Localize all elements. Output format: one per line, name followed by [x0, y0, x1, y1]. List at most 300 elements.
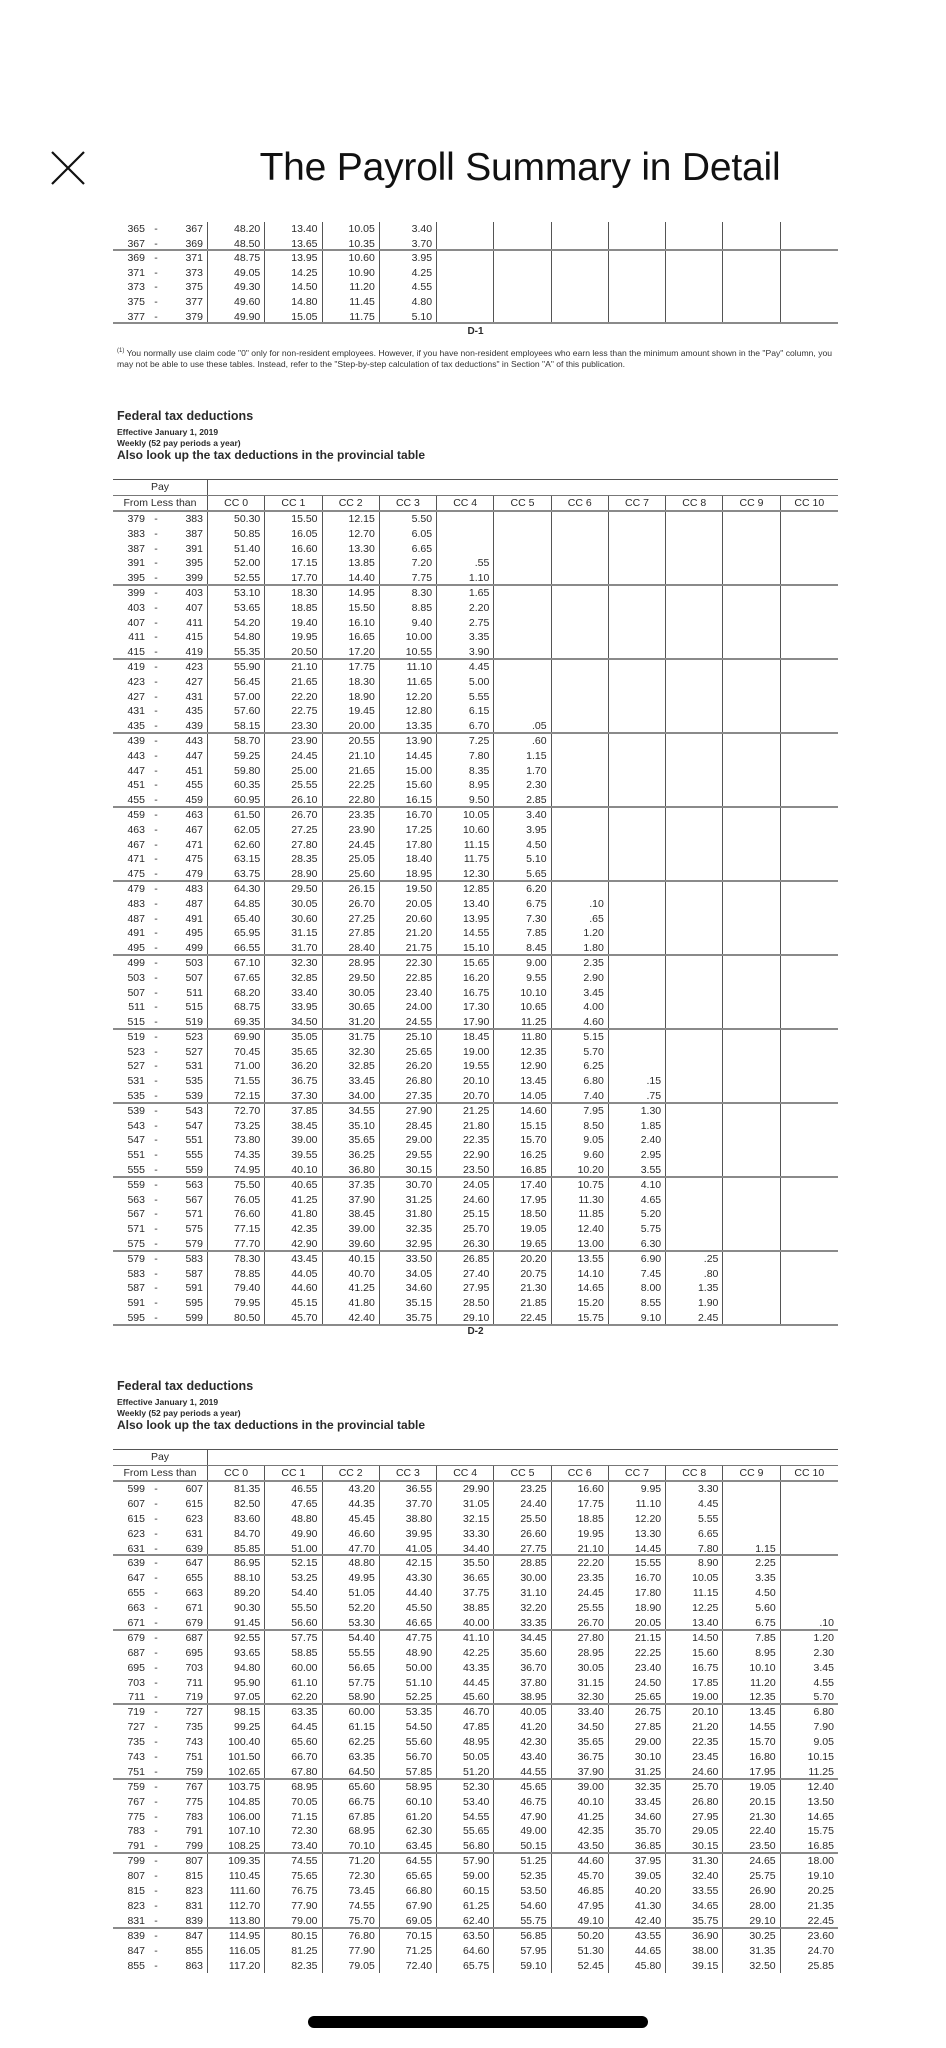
tax-cell-cc0: 49.90: [208, 310, 265, 323]
tax-cell-cc4: [437, 542, 494, 557]
tax-cell-cc3: 6.05: [380, 527, 437, 542]
pay-from: 483: [127, 897, 145, 910]
tax-cell-cc4: 26.85: [437, 1252, 494, 1267]
pay-range: [113, 1059, 208, 1074]
tax-cell-cc1: 33.40: [265, 986, 322, 1001]
pay-range: [113, 1854, 208, 1869]
table-row: [113, 1780, 838, 1795]
tax-cell-cc0: 78.85: [208, 1267, 265, 1282]
tax-cell-cc10: [781, 912, 838, 927]
range-separator: -: [154, 266, 158, 279]
table-row: [113, 1869, 838, 1884]
pay-range: [113, 1178, 208, 1193]
pay-range: [113, 1676, 208, 1691]
pay-from: 427: [127, 690, 145, 703]
table-row: [113, 1045, 838, 1060]
tax-cell-cc1: 32.30: [265, 956, 322, 971]
tax-cell-cc3: 62.30: [380, 1824, 437, 1839]
tax-cell-cc5: 26.60: [494, 1527, 551, 1542]
tax-cell-cc8: [666, 675, 723, 690]
tax-cell-cc1: 79.00: [265, 1914, 322, 1927]
tax-cell-cc2: 21.10: [323, 749, 380, 764]
pay-less-than: 591: [185, 1282, 203, 1295]
table-row: [113, 1104, 838, 1119]
tax-cell-cc9: [723, 310, 780, 323]
provincial-note: Also look up the tax deductions in the provincial table: [117, 448, 426, 462]
pay-less-than: 595: [185, 1297, 203, 1310]
range-separator: -: [154, 1090, 158, 1103]
tax-cell-cc2: 75.70: [323, 1914, 380, 1927]
tax-cell-cc10: [781, 1133, 838, 1148]
tax-cell-cc10: [781, 1497, 838, 1512]
table-row: [113, 1616, 838, 1631]
tax-cell-cc0: 77.15: [208, 1222, 265, 1237]
tax-cell-cc7: [609, 734, 666, 749]
tax-cell-cc10: [781, 1571, 838, 1586]
tax-cell-cc5: [494, 571, 551, 584]
tax-cell-cc0: 107.10: [208, 1824, 265, 1839]
tax-cell-cc3: 33.50: [380, 1252, 437, 1267]
tax-cell-cc8: [666, 1030, 723, 1045]
tax-cell-cc2: 14.40: [323, 571, 380, 584]
tax-cell-cc7: [609, 660, 666, 675]
tax-cell-cc4: 33.30: [437, 1527, 494, 1542]
pay-less-than: 791: [185, 1825, 203, 1838]
tax-cell-cc9: [723, 266, 780, 281]
tax-cell-cc0: 79.95: [208, 1296, 265, 1311]
tax-cell-cc7: [609, 882, 666, 897]
tax-cell-cc4: 48.95: [437, 1735, 494, 1750]
pay-less-than: 511: [186, 986, 203, 999]
header-row-pay: [113, 1450, 838, 1466]
tax-cell-cc3: 24.00: [380, 1000, 437, 1015]
table-row: [113, 251, 838, 266]
tax-cell-cc6: 46.85: [552, 1884, 609, 1899]
tax-cell-cc6: 30.05: [552, 1661, 609, 1676]
tax-cell-cc2: 77.90: [323, 1944, 380, 1959]
tax-cell-cc3: 72.40: [380, 1959, 437, 1974]
tax-cell-cc9: [723, 1311, 780, 1324]
tax-cell-cc8: 10.05: [666, 1571, 723, 1586]
tax-cell-cc4: 59.00: [437, 1869, 494, 1884]
tax-cell-cc1: 24.45: [265, 749, 322, 764]
pay-less-than: 639: [185, 1542, 203, 1555]
pay-range: [113, 1839, 208, 1852]
pay-less-than: 459: [185, 794, 203, 807]
tax-cell-cc1: 41.25: [265, 1193, 322, 1208]
pay-less-than: 543: [185, 1104, 203, 1117]
pay-less-than: 479: [185, 868, 203, 881]
pay-from: 415: [127, 646, 145, 659]
tax-cell-cc1: 67.80: [265, 1765, 322, 1778]
tax-cell-cc1: 37.30: [265, 1089, 322, 1102]
table-row: [113, 1527, 838, 1542]
range-separator: -: [154, 749, 158, 762]
tax-cell-cc2: 42.40: [323, 1311, 380, 1324]
tax-cell-cc10: 14.65: [807, 1810, 834, 1823]
pay-less-than: 551: [185, 1134, 203, 1147]
tax-cell-cc3: 50.00: [380, 1661, 437, 1676]
tax-cell-cc1: 28.90: [265, 867, 322, 880]
tax-cell-cc10: [781, 237, 838, 250]
tax-cell-cc6: [552, 734, 609, 749]
header-cc-6: CC 6: [552, 1466, 609, 1481]
pay-range: [113, 1780, 208, 1795]
tax-cell-cc8: [666, 1000, 723, 1015]
header-row-claim-codes: [113, 1466, 838, 1483]
tax-cell-cc3: 41.05: [380, 1542, 437, 1555]
tax-cell-cc8: [666, 1074, 723, 1089]
tax-cell-cc10: [781, 1207, 838, 1222]
tax-cell-cc6: 13.55: [552, 1252, 609, 1267]
header-cc-8: CC 8: [666, 1466, 723, 1481]
tax-cell-cc9: [723, 1527, 780, 1542]
pay-from: 647: [127, 1572, 145, 1585]
tax-cell-cc0: 78.30: [208, 1252, 265, 1267]
tax-cell-cc4: 7.80: [437, 749, 494, 764]
tax-cell-cc6: [552, 586, 609, 601]
range-separator: -: [154, 808, 158, 821]
tax-cell-cc5: [494, 630, 551, 645]
tax-cell-cc1: 36.75: [265, 1074, 322, 1089]
tax-cell-cc5: 28.85: [494, 1556, 551, 1571]
tax-cell-cc5: 40.05: [494, 1705, 551, 1720]
tax-cell-cc10: [781, 1030, 838, 1045]
tax-cell-cc2: 45.45: [323, 1512, 380, 1527]
tax-cell-cc8: [666, 704, 723, 719]
tax-cell-cc3: 27.35: [380, 1089, 437, 1102]
tax-cell-cc7: 18.90: [609, 1601, 666, 1616]
tax-cell-cc2: 28.40: [323, 941, 380, 954]
table-row: [113, 719, 838, 734]
tax-cell-cc3: 23.40: [380, 986, 437, 1001]
pay-range: [113, 645, 208, 658]
table-row: [113, 1482, 838, 1497]
tax-cell-cc8: [666, 1222, 723, 1237]
tax-cell-cc1: 76.75: [265, 1884, 322, 1899]
tax-cell-cc1: 28.35: [265, 852, 322, 867]
tax-cell-cc1: 13.95: [265, 251, 322, 266]
pay-from: 531: [127, 1075, 145, 1088]
tax-cell-cc2: 41.80: [323, 1296, 380, 1311]
tax-cell-cc0: 74.95: [208, 1163, 265, 1176]
pay-from: 431: [127, 705, 145, 718]
range-separator: -: [154, 252, 158, 265]
tax-cell-cc7: [609, 793, 666, 806]
range-separator: -: [154, 1483, 158, 1495]
tax-cell-cc8: 26.80: [666, 1795, 723, 1810]
tax-cell-cc6: 43.50: [552, 1839, 609, 1852]
pay-range: [113, 1542, 208, 1555]
tax-cell-cc6: 42.35: [552, 1824, 609, 1839]
tax-cell-cc2: 74.55: [323, 1899, 380, 1914]
pay-range: [113, 1824, 208, 1839]
header-cc-7: CC 7: [609, 1466, 666, 1481]
pay-from: 567: [127, 1208, 145, 1221]
pay-range: [113, 764, 208, 779]
tax-cell-cc7: 9.95: [609, 1482, 666, 1497]
tax-cell-cc7: [609, 542, 666, 557]
pay-from: 663: [127, 1602, 145, 1615]
tax-cell-cc10: [781, 1089, 838, 1102]
range-separator: -: [154, 1914, 158, 1927]
tax-cell-cc5: 54.60: [494, 1899, 551, 1914]
tax-cell-cc10: 1.20: [813, 1631, 834, 1644]
tax-cell-cc0: 103.75: [208, 1780, 265, 1795]
pay-from: 403: [127, 601, 145, 614]
tax-cell-cc4: 62.40: [437, 1914, 494, 1927]
pay-range: [113, 1690, 208, 1703]
table-row: [113, 734, 838, 749]
tax-cell-cc1: 48.80: [265, 1512, 322, 1527]
tax-cell-cc6: [552, 764, 609, 779]
table-row: [113, 1193, 838, 1208]
pay-less-than: 531: [185, 1060, 203, 1073]
tax-cell-cc2: 34.00: [323, 1089, 380, 1102]
tax-cell-cc6: 8.50: [552, 1119, 609, 1134]
tax-cell-cc2: 58.90: [323, 1690, 380, 1703]
tax-cell-cc1: 41.80: [265, 1207, 322, 1222]
tax-cell-cc6: [552, 838, 609, 853]
tax-cell-cc6: 7.40: [552, 1089, 609, 1102]
tax-cell-cc3: 31.80: [380, 1207, 437, 1222]
range-separator: -: [154, 1282, 158, 1295]
home-indicator[interactable]: [308, 2016, 648, 2028]
tax-cell-cc3: 65.65: [380, 1869, 437, 1884]
tax-cell-cc10: [781, 280, 838, 295]
pay-range: [113, 1661, 208, 1676]
tax-cell-cc9: 7.85: [723, 1631, 780, 1646]
tax-cell-cc5: 57.95: [494, 1944, 551, 1959]
tax-cell-cc8: 32.40: [666, 1869, 723, 1884]
table-row: [113, 1631, 838, 1646]
tax-cell-cc9: [723, 704, 780, 719]
tax-cell-cc1: 14.25: [265, 266, 322, 281]
tax-cell-cc7: [609, 616, 666, 631]
tax-cell-cc6: 40.10: [552, 1795, 609, 1810]
table-row: [113, 542, 838, 557]
tax-cell-cc4: 16.20: [437, 971, 494, 986]
tax-cell-cc7: [609, 645, 666, 658]
tax-cell-cc6: 11.85: [552, 1207, 609, 1222]
table-row: [113, 1676, 838, 1691]
pay-range: [113, 527, 208, 542]
pay-from: 519: [127, 1030, 145, 1043]
pay-range: [113, 1193, 208, 1208]
pay-range: [113, 1104, 208, 1119]
pay-from: 459: [127, 808, 145, 821]
tax-cell-cc8: [666, 1163, 723, 1176]
tax-cell-cc3: 21.20: [380, 926, 437, 941]
pay-range: [113, 1281, 208, 1296]
tax-cell-cc9: [723, 971, 780, 986]
tax-cell-cc5: [494, 690, 551, 705]
tax-cell-cc4: 13.95: [437, 912, 494, 927]
tax-cell-cc4: 25.15: [437, 1207, 494, 1222]
tax-cell-cc2: 19.45: [323, 704, 380, 719]
tax-cell-cc1: 15.50: [265, 512, 322, 527]
tax-cell-cc0: 55.90: [208, 660, 265, 675]
pay-less-than: 491: [185, 912, 203, 925]
pay-range: [113, 1497, 208, 1512]
section-heading: Federal tax deductions: [117, 1379, 254, 1393]
tax-cell-cc2: 36.80: [323, 1163, 380, 1176]
pay-less-than: 839: [185, 1914, 203, 1927]
range-separator: -: [154, 1765, 158, 1778]
tax-cell-cc8: [666, 1119, 723, 1134]
pay-less-than: 369: [185, 237, 203, 250]
tax-cell-cc9: [723, 601, 780, 616]
pay-from: 535: [127, 1090, 145, 1103]
pay-less-than: 423: [185, 660, 203, 673]
header-pay: Pay: [113, 480, 208, 495]
tax-cell-cc1: 31.70: [265, 941, 322, 954]
tax-cell-cc0: 67.65: [208, 971, 265, 986]
pay-from: 719: [127, 1706, 145, 1719]
tax-cell-cc2: 27.25: [323, 912, 380, 927]
tax-cell-cc7: [609, 749, 666, 764]
header-blank: [208, 480, 838, 495]
pay-range: [113, 1646, 208, 1661]
header-cc-6: CC 6: [552, 496, 609, 511]
tax-cell-cc10: [781, 630, 838, 645]
table-row: [113, 838, 838, 853]
pay-less-than: 515: [185, 1001, 203, 1014]
tax-cell-cc5: 18.50: [494, 1207, 551, 1222]
tax-cell-cc8: 36.90: [666, 1929, 723, 1944]
pay-less-than: 523: [185, 1030, 203, 1043]
tax-cell-cc7: 13.30: [609, 1527, 666, 1542]
tax-cell-cc8: [666, 266, 723, 281]
tax-cell-cc8: 8.90: [666, 1556, 723, 1571]
tax-cell-cc1: 16.05: [265, 527, 322, 542]
tax-cell-cc5: [494, 295, 551, 310]
tax-cell-cc7: 20.05: [609, 1616, 666, 1629]
range-separator: -: [154, 1646, 158, 1659]
tax-cell-cc8: [666, 542, 723, 557]
tax-cell-cc8: 30.15: [666, 1839, 723, 1852]
tax-cell-cc5: 6.20: [494, 882, 551, 897]
tax-cell-cc6: 41.25: [552, 1810, 609, 1825]
table-header: [113, 479, 838, 512]
tax-cell-cc9: [723, 542, 780, 557]
tax-cell-cc6: [552, 251, 609, 266]
tax-cell-cc2: 23.35: [323, 808, 380, 823]
tax-cell-cc0: 69.90: [208, 1030, 265, 1045]
tax-cell-cc3: 13.90: [380, 734, 437, 749]
tax-cell-cc10: [781, 512, 838, 527]
tax-cell-cc8: 27.95: [666, 1810, 723, 1825]
pay-less-than: 471: [185, 838, 203, 851]
tax-cell-cc9: [723, 793, 780, 806]
tax-cell-cc9: 20.15: [723, 1795, 780, 1810]
tax-cell-cc0: 58.70: [208, 734, 265, 749]
tax-cell-cc7: 12.20: [609, 1512, 666, 1527]
tax-cell-cc7: 44.65: [609, 1944, 666, 1959]
tax-cell-cc4: 22.35: [437, 1133, 494, 1148]
tax-cell-cc4: 47.85: [437, 1720, 494, 1735]
tax-cell-cc6: [552, 222, 609, 237]
pay-from: 839: [127, 1929, 145, 1942]
pay-from: 387: [127, 542, 145, 555]
tax-cell-cc10: 22.45: [807, 1914, 834, 1927]
pay-range: [113, 734, 208, 749]
tax-cell-cc8: [666, 838, 723, 853]
tax-cell-cc7: [609, 310, 666, 323]
tax-cell-cc6: [552, 808, 609, 823]
range-separator: -: [154, 1751, 158, 1764]
tax-cell-cc3: 22.85: [380, 971, 437, 986]
tax-cell-cc9: 21.30: [723, 1810, 780, 1825]
pay-less-than: 567: [185, 1193, 203, 1206]
tax-cell-cc5: 31.10: [494, 1586, 551, 1601]
tax-cell-cc4: 6.15: [437, 704, 494, 719]
pay-from: 371: [127, 266, 145, 279]
pay-less-than: 687: [185, 1631, 203, 1644]
tax-cell-cc0: 77.70: [208, 1237, 265, 1250]
tax-cell-cc3: 11.65: [380, 675, 437, 690]
pay-from: 435: [127, 720, 145, 733]
tax-cell-cc1: 29.50: [265, 882, 322, 897]
tax-cell-cc7: [609, 986, 666, 1001]
pay-range: [113, 1482, 208, 1497]
tax-cell-cc8: [666, 645, 723, 658]
tax-cell-cc6: 19.95: [552, 1527, 609, 1542]
tax-cell-cc10: [781, 1542, 838, 1555]
tax-cell-cc0: 50.30: [208, 512, 265, 527]
tax-table-d1: [113, 222, 838, 324]
tax-cell-cc2: 52.20: [323, 1601, 380, 1616]
tax-cell-cc5: 25.50: [494, 1512, 551, 1527]
tax-cell-cc1: 53.25: [265, 1571, 322, 1586]
tax-cell-cc6: 4.00: [552, 1000, 609, 1015]
range-separator: -: [154, 223, 158, 235]
tax-cell-cc3: 7.20: [380, 556, 437, 571]
tax-cell-cc10: [781, 1601, 838, 1616]
provincial-note: Also look up the tax deductions in the provincial table: [117, 1418, 426, 1432]
tax-cell-cc9: [723, 823, 780, 838]
tax-cell-cc8: 31.30: [666, 1854, 723, 1869]
pay-from: 631: [127, 1542, 145, 1555]
pay-from: 463: [127, 823, 145, 836]
tax-cell-cc4: .55: [437, 556, 494, 571]
tax-cell-cc9: [723, 251, 780, 266]
tax-cell-cc9: [723, 1482, 780, 1497]
range-separator: -: [154, 1238, 158, 1251]
tax-cell-cc7: 36.85: [609, 1839, 666, 1852]
tax-cell-cc5: [494, 556, 551, 571]
tax-cell-cc6: [552, 280, 609, 295]
tax-cell-cc4: 65.75: [437, 1959, 494, 1974]
table-row: [113, 527, 838, 542]
pay-less-than: 751: [185, 1751, 203, 1764]
tax-cell-cc9: [723, 1252, 780, 1267]
tax-cell-cc6: 18.85: [552, 1512, 609, 1527]
tax-cell-cc5: 9.55: [494, 971, 551, 986]
tax-cell-cc7: 11.10: [609, 1497, 666, 1512]
tax-cell-cc1: 60.00: [265, 1661, 322, 1676]
tax-cell-cc5: 27.75: [494, 1542, 551, 1555]
range-separator: -: [154, 646, 158, 659]
table-row: [113, 986, 838, 1001]
tax-cell-cc10: [781, 1237, 838, 1250]
tax-cell-cc9: 24.65: [723, 1854, 780, 1869]
table-row: [113, 1854, 838, 1869]
pay-less-than: 783: [185, 1810, 203, 1823]
header-cc-2: CC 2: [323, 1466, 380, 1481]
tax-cell-cc4: 64.60: [437, 1944, 494, 1959]
table-row: [113, 1512, 838, 1527]
